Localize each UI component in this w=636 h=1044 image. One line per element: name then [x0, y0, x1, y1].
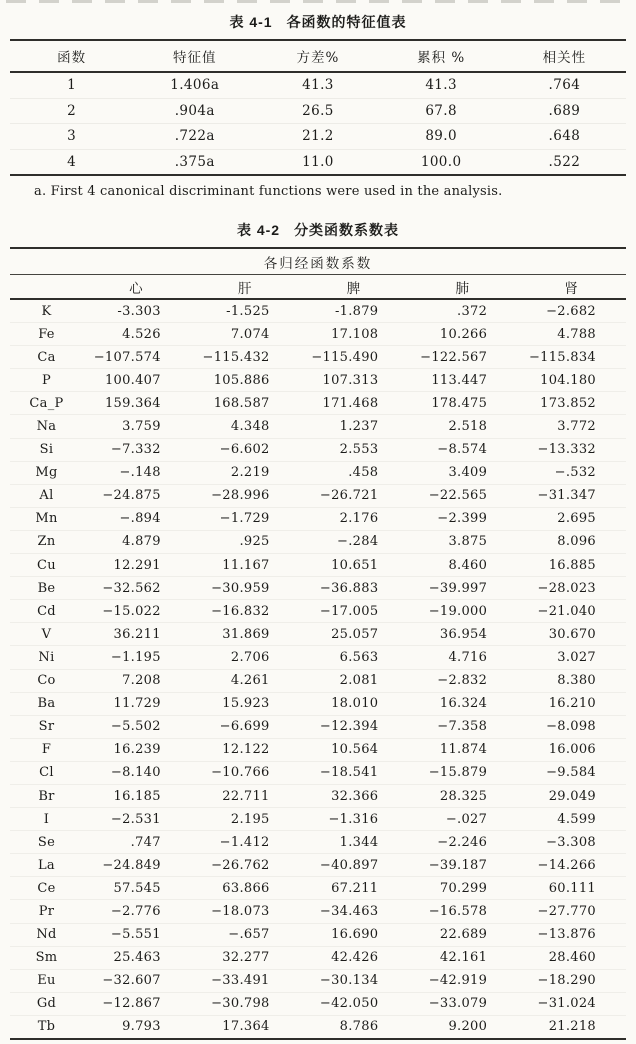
cell-value: 3.875 [408, 530, 517, 553]
row-label: Se [10, 831, 82, 854]
cell-value: −24.849 [82, 854, 191, 877]
table-row [10, 323, 626, 346]
cell-value: .722a [133, 124, 256, 150]
cell-value: −7.332 [82, 438, 191, 461]
cell-value: −2.776 [82, 900, 191, 923]
row-label: Al [10, 484, 82, 507]
cell-value: 25.463 [82, 946, 191, 969]
cell-value: 1.237 [300, 415, 409, 438]
cell-value: 107.313 [300, 369, 409, 392]
cell-value: 8.460 [408, 554, 517, 577]
table-row [10, 623, 626, 646]
row-label: Eu [10, 969, 82, 992]
cell-value: −18.541 [300, 761, 409, 784]
cell-value: .925 [191, 530, 300, 553]
cell-value: −39.187 [408, 854, 517, 877]
column-header: 心 [82, 275, 191, 300]
row-label: Mg [10, 461, 82, 484]
row-label: 1 [67, 77, 77, 94]
cell-value: .372 [457, 303, 488, 319]
cell-value: 100.407 [82, 369, 191, 392]
cell-value: -1.879 [334, 303, 379, 319]
group-header-row [10, 248, 626, 275]
cell-value: 17.364 [191, 1015, 300, 1039]
cell-value: −40.897 [300, 854, 409, 877]
cell-value: 21.218 [517, 1015, 626, 1039]
cell-value: −10.766 [191, 761, 300, 784]
table-row [10, 484, 626, 507]
cell-value: .458 [300, 461, 409, 484]
cell-value: 16.185 [82, 784, 191, 807]
cell-value: −17.005 [300, 600, 409, 623]
row-label: Ce [10, 877, 82, 900]
cell-value: 2.176 [300, 507, 409, 530]
cell-value: −7.358 [408, 715, 517, 738]
cell-value: 3.027 [517, 646, 626, 669]
cell-value: 4.599 [517, 808, 626, 831]
cell-value: .648 [503, 124, 626, 150]
table-row [10, 369, 626, 392]
cell-value: 4.348 [191, 415, 300, 438]
cell-value: 16.690 [300, 923, 409, 946]
column-header [10, 275, 82, 300]
cell-value: 105.886 [191, 369, 300, 392]
row-label: Zn [10, 530, 82, 553]
cell-value: −1.412 [191, 831, 300, 854]
cell-value: 4.261 [191, 669, 300, 692]
cell-value: −42.050 [300, 992, 409, 1015]
table2-title-text: 分类函数系数表 [294, 222, 400, 238]
cell-value: −21.040 [517, 600, 626, 623]
table-row [10, 149, 626, 175]
cell-value: −9.584 [517, 761, 626, 784]
cell-value: 11.0 [256, 149, 379, 175]
cell-value: −.027 [408, 808, 517, 831]
eigenvalues-table-head [10, 40, 626, 72]
cell-value: 1.406a [170, 77, 220, 94]
table-row [10, 808, 626, 831]
column-header: 方差% [256, 40, 379, 72]
cell-value: −32.562 [82, 577, 191, 600]
cell-value: 16.210 [517, 692, 626, 715]
table-row [10, 1015, 626, 1039]
cell-value: 2.518 [408, 415, 517, 438]
cell-value: −122.567 [408, 346, 517, 369]
row-label: Sr [10, 715, 82, 738]
table-row [10, 392, 626, 415]
row-label: Si [10, 438, 82, 461]
table1-title-text: 各函数的特征值表 [286, 14, 407, 30]
cell-value: 18.010 [300, 692, 409, 715]
cell-value: 25.057 [300, 623, 409, 646]
cell-value: -1.525 [226, 303, 270, 319]
row-label: 3 [10, 124, 133, 150]
cell-value: 104.180 [517, 369, 626, 392]
column-header: 肝 [191, 275, 300, 300]
table-row [10, 761, 626, 784]
table-row [10, 98, 626, 124]
cell-value: 4.716 [408, 646, 517, 669]
table-row [10, 646, 626, 669]
table2-title [10, 220, 626, 240]
row-label: P [10, 369, 82, 392]
cell-value: −27.770 [517, 900, 626, 923]
cell-value: −39.997 [408, 577, 517, 600]
cell-value: −33.491 [191, 969, 300, 992]
row-label: Ba [10, 692, 82, 715]
cell-value: −8.140 [82, 761, 191, 784]
row-label: F [10, 738, 82, 761]
column-header: 函数 [10, 40, 133, 72]
cell-value: 3.772 [517, 415, 626, 438]
cell-value: −2.399 [408, 507, 517, 530]
cell-value: −1.316 [300, 808, 409, 831]
cell-value: −30.798 [191, 992, 300, 1015]
cell-value: 16.885 [517, 554, 626, 577]
cell-value: −16.578 [408, 900, 517, 923]
cell-value: −115.490 [300, 346, 409, 369]
row-label: V [10, 623, 82, 646]
cell-value: −.532 [517, 461, 626, 484]
cell-value: .375a [133, 149, 256, 175]
cell-value: −18.290 [517, 969, 626, 992]
cell-value: −26.721 [300, 484, 409, 507]
cell-value: 11.729 [82, 692, 191, 715]
table1-title [10, 12, 626, 32]
table1-title-label: 表 4-1 [229, 14, 273, 30]
cell-value: 173.852 [517, 392, 626, 415]
cell-value: 28.325 [408, 784, 517, 807]
table-row [10, 530, 626, 553]
row-label: Cu [10, 554, 82, 577]
cell-value: .689 [503, 98, 626, 124]
cell-value: 2.195 [191, 808, 300, 831]
table-row [10, 554, 626, 577]
cell-value: −107.574 [82, 346, 191, 369]
row-label: I [10, 808, 82, 831]
table-row [10, 923, 626, 946]
table-row [10, 577, 626, 600]
row-label: Mn [10, 507, 82, 530]
cell-value: −2.246 [408, 831, 517, 854]
row-label: Na [10, 415, 82, 438]
cell-value: 113.447 [408, 369, 517, 392]
row-label: Ca [10, 346, 82, 369]
cell-value: −13.332 [517, 438, 626, 461]
cell-value: −15.022 [82, 600, 191, 623]
row-label: K [41, 303, 52, 319]
cell-value: −13.876 [517, 923, 626, 946]
table-row [10, 507, 626, 530]
cell-value: .522 [503, 149, 626, 175]
column-header: 累积 % [380, 40, 503, 72]
cell-value: 7.074 [191, 323, 300, 346]
cell-value: −36.883 [300, 577, 409, 600]
cell-value: 12.122 [191, 738, 300, 761]
row-label: Gd [10, 992, 82, 1015]
cell-value: 12.291 [82, 554, 191, 577]
cell-value: 16.239 [82, 738, 191, 761]
coefficients-table-head [10, 248, 626, 299]
cell-value: 42.161 [408, 946, 517, 969]
row-label: Ca_P [10, 392, 82, 415]
cell-value: 67.211 [300, 877, 409, 900]
row-label: Tb [10, 1015, 82, 1039]
cell-value: -3.303 [117, 303, 161, 319]
table-row [10, 946, 626, 969]
cell-value: 89.0 [380, 124, 503, 150]
cell-value: 70.299 [408, 877, 517, 900]
cell-value: 60.111 [517, 877, 626, 900]
cell-value: −.894 [82, 507, 191, 530]
table-row [10, 72, 626, 98]
table-row [10, 299, 626, 323]
cell-value: 2.219 [191, 461, 300, 484]
row-label: 4 [10, 149, 133, 175]
cell-value: −2.531 [82, 808, 191, 831]
cell-value: −115.834 [517, 346, 626, 369]
table-row [10, 346, 626, 369]
table-row [10, 992, 626, 1015]
cell-value: .747 [82, 831, 191, 854]
cell-value: 11.874 [408, 738, 517, 761]
cell-value: 22.711 [191, 784, 300, 807]
cell-value: −22.565 [408, 484, 517, 507]
cell-value: 3.409 [408, 461, 517, 484]
cell-value: 2.695 [517, 507, 626, 530]
row-label: La [10, 854, 82, 877]
cell-value: −.284 [300, 530, 409, 553]
cell-value: −26.762 [191, 854, 300, 877]
cell-value: 11.167 [191, 554, 300, 577]
cell-value: −8.574 [408, 438, 517, 461]
cell-value: −32.607 [82, 969, 191, 992]
table-row [10, 877, 626, 900]
row-label: Nd [10, 923, 82, 946]
cell-value: −.657 [191, 923, 300, 946]
table-row [10, 831, 626, 854]
table2-title-label: 表 4-2 [236, 222, 281, 238]
cell-value: −28.023 [517, 577, 626, 600]
table-row [10, 738, 626, 761]
cell-value: 6.563 [300, 646, 409, 669]
cell-value: 28.460 [517, 946, 626, 969]
cell-value: 168.587 [191, 392, 300, 415]
cell-value: 17.108 [300, 323, 409, 346]
cell-value: 16.006 [517, 738, 626, 761]
cell-value: 8.096 [517, 530, 626, 553]
table-row [10, 415, 626, 438]
table-row [10, 692, 626, 715]
table-row [10, 124, 626, 150]
cell-value: −8.098 [517, 715, 626, 738]
column-header: 肺 [408, 275, 517, 300]
cell-value: −14.266 [517, 854, 626, 877]
cell-value: 4.788 [517, 323, 626, 346]
cell-value: −34.463 [300, 900, 409, 923]
cell-value: 8.380 [517, 669, 626, 692]
cell-value: 2.706 [191, 646, 300, 669]
cell-value: .764 [548, 77, 581, 94]
cell-value: −2.682 [546, 303, 596, 319]
cell-value: −5.551 [82, 923, 191, 946]
row-label: Cd [10, 600, 82, 623]
cell-value: 1.344 [300, 831, 409, 854]
column-header: 相关性 [503, 40, 626, 72]
table-row [10, 854, 626, 877]
cell-value: −.148 [82, 461, 191, 484]
cell-value: −30.134 [300, 969, 409, 992]
row-label: Ni [10, 646, 82, 669]
cell-value: 171.468 [300, 392, 409, 415]
cell-value: 32.366 [300, 784, 409, 807]
cell-value: −3.308 [517, 831, 626, 854]
cell-value: −33.079 [408, 992, 517, 1015]
table-row [10, 900, 626, 923]
cell-value: 36.211 [82, 623, 191, 646]
row-label: Co [10, 669, 82, 692]
cell-value: 22.689 [408, 923, 517, 946]
cell-value: −31.347 [517, 484, 626, 507]
cell-value: −1.195 [82, 646, 191, 669]
cell-value: −24.875 [82, 484, 191, 507]
cell-value: 63.866 [191, 877, 300, 900]
table-row [10, 461, 626, 484]
eigenvalues-header-row [10, 40, 626, 72]
cell-value: 36.954 [408, 623, 517, 646]
cell-value: 57.545 [82, 877, 191, 900]
cell-value: 3.759 [82, 415, 191, 438]
column-header: 特征值 [133, 40, 256, 72]
cell-value: −2.832 [408, 669, 517, 692]
row-label: 2 [10, 98, 133, 124]
cell-value: −115.432 [191, 346, 300, 369]
eigenvalues-table-body [10, 72, 626, 175]
cell-value: 10.266 [408, 323, 517, 346]
cell-value: −19.000 [408, 600, 517, 623]
table-row [10, 438, 626, 461]
table1-footnote: a. First 4 canonical discriminant functions were used in the analysis. [34, 184, 503, 199]
cell-value: −42.919 [408, 969, 517, 992]
cell-value: 178.475 [408, 392, 517, 415]
cell-value: 26.5 [256, 98, 379, 124]
cell-value: 9.200 [408, 1015, 517, 1039]
coefficients-header-row [10, 275, 626, 300]
cell-value: 159.364 [82, 392, 191, 415]
cell-value: 41.3 [425, 77, 457, 94]
cell-value: −31.024 [517, 992, 626, 1015]
row-label: Sm [10, 946, 82, 969]
cell-value: 42.426 [300, 946, 409, 969]
row-label: Be [10, 577, 82, 600]
table-row [10, 784, 626, 807]
row-label: Cl [10, 761, 82, 784]
eigenvalues-table [10, 39, 626, 176]
row-label: Pr [10, 900, 82, 923]
table-row [10, 969, 626, 992]
cell-value: 2.553 [300, 438, 409, 461]
cell-value: 29.049 [517, 784, 626, 807]
cell-value: .904a [133, 98, 256, 124]
column-header: 肾 [517, 275, 626, 300]
cell-value: 16.324 [408, 692, 517, 715]
table-row [10, 715, 626, 738]
cell-value: 41.3 [302, 77, 334, 94]
cell-value: 21.2 [256, 124, 379, 150]
cell-value: 7.208 [82, 669, 191, 692]
cell-value: 31.869 [191, 623, 300, 646]
table-row [10, 600, 626, 623]
cell-value: 8.786 [300, 1015, 409, 1039]
cell-value: −30.959 [191, 577, 300, 600]
cell-value: −18.073 [191, 900, 300, 923]
cell-value: 2.081 [300, 669, 409, 692]
cell-value: −12.867 [82, 992, 191, 1015]
cell-value: 4.526 [82, 323, 191, 346]
coefficients-table-body [10, 299, 626, 1039]
cell-value: 32.277 [191, 946, 300, 969]
cell-value: 100.0 [380, 149, 503, 175]
cell-value: 67.8 [380, 98, 503, 124]
table-row [10, 669, 626, 692]
scan-artifact-dashed-line [6, 0, 630, 3]
row-label: Br [10, 784, 82, 807]
cell-value: 4.879 [82, 530, 191, 553]
cell-value: 10.651 [300, 554, 409, 577]
cell-value: 9.793 [82, 1015, 191, 1039]
group-header-label: 各归经函数系数 [10, 248, 626, 275]
cell-value: −5.502 [82, 715, 191, 738]
cell-value: −6.699 [191, 715, 300, 738]
column-header: 脾 [300, 275, 409, 300]
cell-value: 10.564 [300, 738, 409, 761]
cell-value: −12.394 [300, 715, 409, 738]
row-label: Fe [10, 323, 82, 346]
classification-coefficients-table [10, 247, 626, 1040]
cell-value: 30.670 [517, 623, 626, 646]
cell-value: −28.996 [191, 484, 300, 507]
cell-value: 15.923 [191, 692, 300, 715]
cell-value: −1.729 [191, 507, 300, 530]
cell-value: −6.602 [191, 438, 300, 461]
cell-value: −16.832 [191, 600, 300, 623]
cell-value: −15.879 [408, 761, 517, 784]
